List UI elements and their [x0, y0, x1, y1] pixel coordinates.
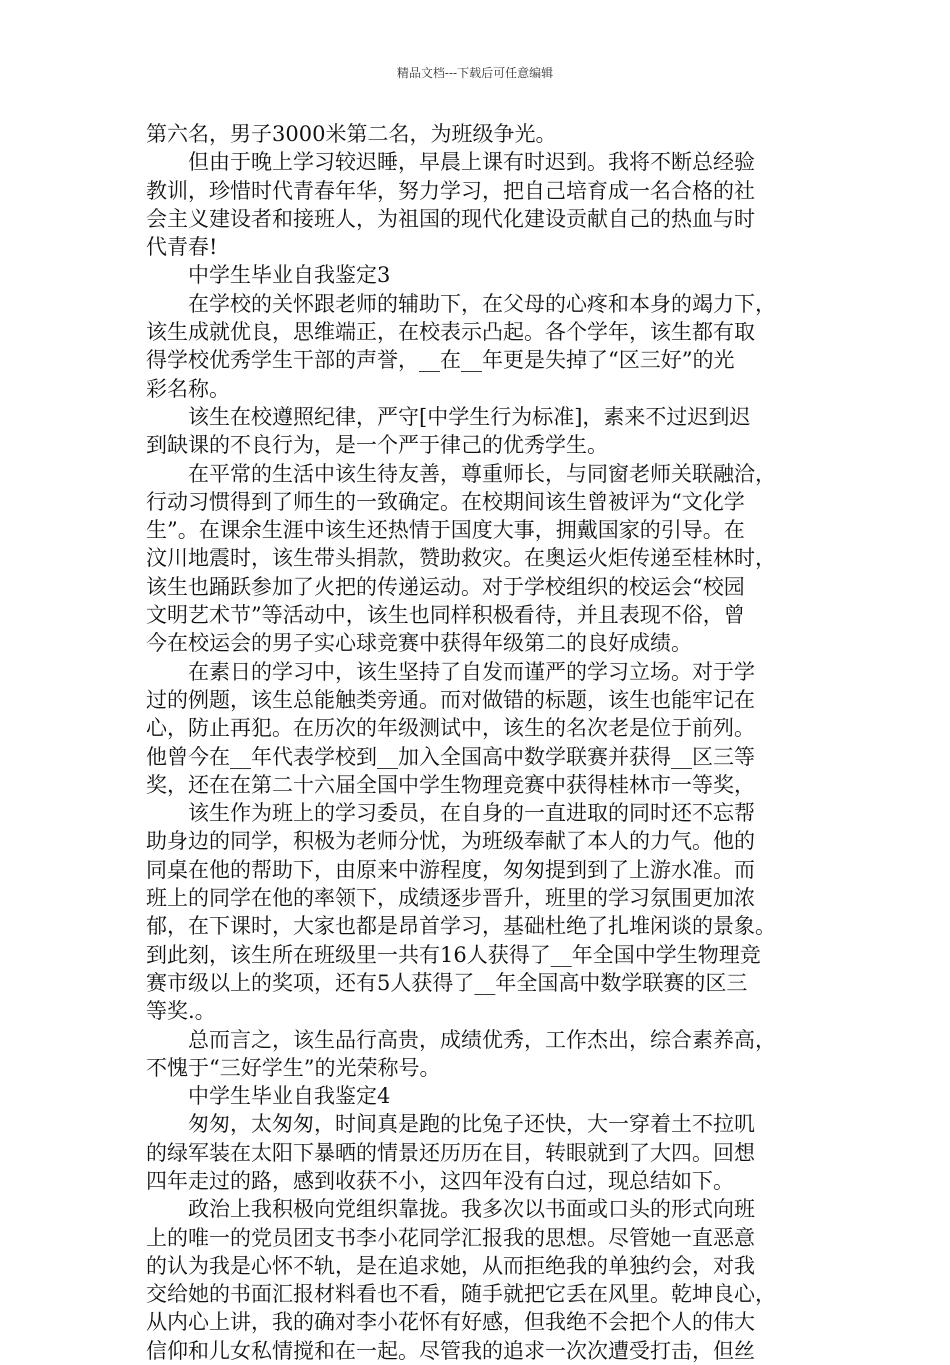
text-line: 今在校运会的男子实心球竞赛中获得年级第二的良好成绩。 [146, 631, 692, 656]
text-line: 信仰和儿女私情搅和在一起。尽管我的追求一次次遭受打击，但丝 [146, 1338, 755, 1363]
text-line: 该生成就优良，思维端正，在校表示凸起。各个学年，该生都有取 [146, 320, 755, 345]
text-line: 第六名，男子3000米第二名，为班级争光。 [146, 122, 557, 146]
text-line: 交给她的书面汇报材料看也不看，随手就把它丢在风里。乾坤良心， [146, 1282, 776, 1307]
text-line: 从内心上讲，我的确对李小花怀有好感，但我绝不会把个人的伟大 [146, 1310, 755, 1335]
text-line: 中学生毕业自我鉴定4 [188, 1084, 391, 1109]
text-line: 但由于晚上学习较迟睡，早晨上课有时迟到。我将不断总经验 [188, 150, 755, 175]
text-line: 同桌在他的帮助下，由原来中游程度，匆匆提到到了上游水准。而 [146, 857, 755, 882]
text-line: 教训，珍惜时代青春年华，努力学习，把自己培育成一名合格的社 [146, 178, 755, 203]
text-line: 班上的同学在他的率领下，成绩逐步晋升，班里的学习氛围更加浓 [146, 886, 755, 911]
text-line: 不愧于“三好学生”的光荣称号。 [146, 1055, 441, 1080]
text-line: 的绿军装在太阳下暴晒的情景还历历在目，转眼就到了大四。回想 [146, 1140, 755, 1165]
document-body [146, 120, 826, 1365]
text-line: 在平常的生活中该生待友善，尊重师长，与同窗老师关联融洽， [188, 461, 776, 486]
text-line: 政治上我积极向党组织靠拢。我多次以书面或口头的形式向班 [188, 1197, 755, 1222]
text-line: 匆匆，太匆匆，时间真是跑的比兔子还快，大一穿着土不拉叽 [188, 1112, 755, 1137]
text-line: 上的唯一的党员团支书李小花同学汇报我的思想。尽管她一直恶意 [146, 1225, 755, 1250]
text-line: 赛市级以上的奖项，还有5人获得了__年全国高中数学联赛的区三 [146, 970, 748, 995]
text-line: 文明艺术节”等活动中，该生也同样积极看待，并且表现不俗，曾 [146, 603, 745, 628]
text-line: 代青春! [146, 235, 218, 260]
text-line: 行动习惯得到了师生的一致确定。在校期间该生曾被评为“文化学 [146, 489, 745, 514]
text-line: 郁，在下课时，大家也都是昂首学习，基础杜绝了扎堆闲谈的景象。 [146, 914, 776, 939]
text-line: 生”。在课余生涯中该生还热情于国度大事，拥戴国家的引导。在 [146, 518, 745, 543]
text-line: 的认为我是心怀不轨，是在追求她，从而拒绝我的单独约会，对我 [146, 1253, 755, 1278]
text-line: 中学生毕业自我鉴定3 [188, 263, 391, 288]
text-line: 在素日的学习中，该生坚持了自发而谨严的学习立场。对于学 [188, 659, 755, 684]
text-line: 助身边的同学，积极为老师分忧，为班级奉献了本人的力气。他的 [146, 829, 755, 854]
text-line: 该生也踊跃参加了火把的传递运动。对于学校组织的校运会“校园 [146, 574, 745, 599]
text-line: 到缺课的不良行为，是一个严于律己的优秀学生。 [146, 433, 608, 458]
text-line: 他曾今在__年代表学校到__加入全国高中数学联赛并获得__区三等 [146, 744, 755, 769]
text-line: 得学校优秀学生干部的声誉，__在__年更是失掉了“区三好”的光 [146, 348, 735, 373]
page-header: 精品文档---下载后可任意编辑 [396, 66, 554, 80]
text-line: 过的例题，该生总能触类旁通。而对做错的标题，该生也能牢记在 [146, 687, 755, 712]
text-line: 该生作为班上的学习委员，在自身的一直进取的同时还不忘帮 [188, 801, 755, 826]
text-line: 等奖.。 [146, 999, 216, 1024]
text-line: 汶川地震时，该生带头捐款，赞助救灾。在奥运火炬传递至桂林时， [146, 546, 776, 571]
text-line: 到此刻，该生所在班级里一共有16人获得了__年全国中学生物理竞 [146, 942, 761, 967]
text-line: 会主义建设者和接班人，为祖国的现代化建设贡献自己的热血与时 [146, 206, 755, 231]
text-line: 该生在校遵照纪律，严守[中学生行为标准]，素来不过迟到迟 [188, 404, 751, 429]
text-line: 四年走过的路，感到收获不小，这四年没有白过，现总结如下。 [146, 1168, 734, 1193]
text-line: 心，防止再犯。在历次的年级测试中，该生的名次老是位于前列。 [146, 716, 755, 741]
text-line: 在学校的关怀跟老师的辅助下，在父母的心疼和本身的竭力下， [188, 291, 776, 316]
text-line: 奖，还在在第二十六届全国中学生物理竞赛中获得桂林市一等奖， [146, 772, 755, 797]
text-line: 彩名称。 [146, 376, 230, 401]
text-line: 总而言之，该生品行高贵，成绩优秀，工作杰出，综合素养高， [188, 1027, 776, 1052]
